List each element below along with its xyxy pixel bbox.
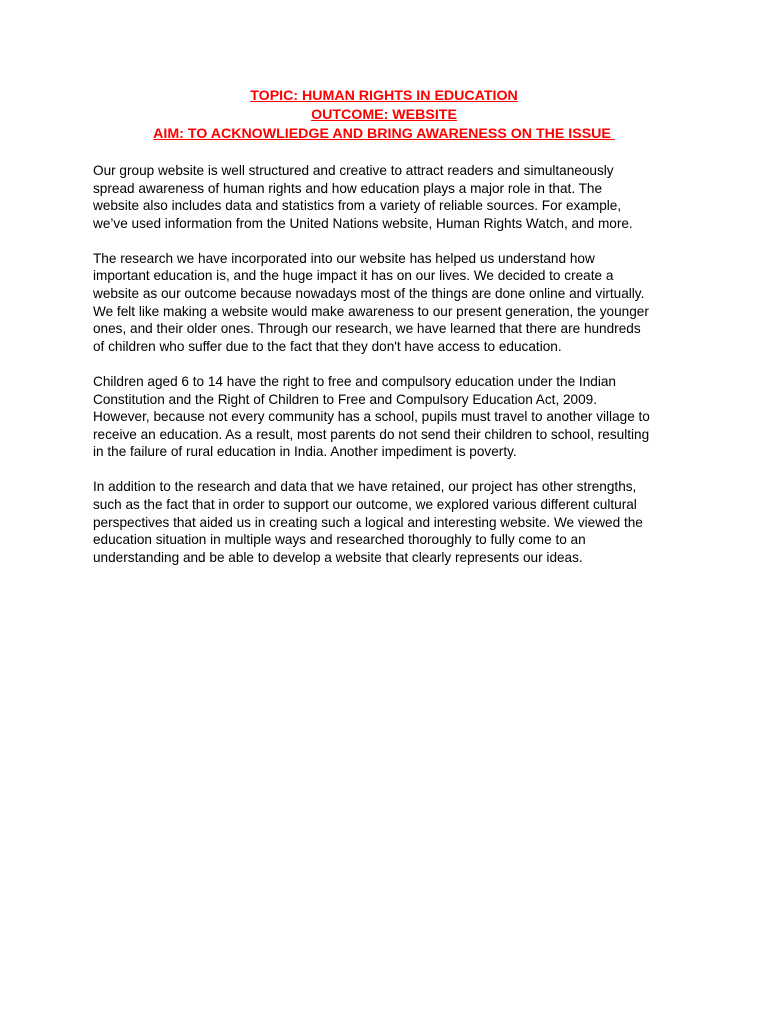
text-line: The research we have incorporated into our website has helped us understand how xyxy=(93,250,595,266)
text-line: we’ve used information from the United Nations website, Human Rights Watch, and more. xyxy=(93,215,633,231)
text-line: Constitution and the Right of Children to Free and Compulsory Education Act, 2009. xyxy=(93,391,598,407)
paragraph-1 xyxy=(93,162,693,232)
paragraph-4 xyxy=(93,478,693,566)
text-line: We felt like making a website would make awareness to our present generation, the younger xyxy=(93,303,649,319)
paragraph-3 xyxy=(93,373,693,461)
topic-heading: TOPIC: HUMAN RIGHTS IN EDUCATION xyxy=(250,88,518,104)
text-line: of children who suffer due to the fact that they don't have access to education. xyxy=(93,338,562,354)
text-line: ones, and their older ones. Through our research, we have learned that there are hundreds xyxy=(93,321,641,337)
text-line: website as our outcome because nowadays most of the things are done online and virtually. xyxy=(93,286,645,302)
text-line: understanding and be able to develop a website that clearly represents our ideas. xyxy=(93,549,583,565)
text-line: website also includes data and statistics from a variety of reliable sources. For example, xyxy=(93,198,622,214)
aim-heading: AIM: TO ACKNOWLIEDGE AND BRING AWARENESS ON THE ISSUE xyxy=(153,126,615,142)
text-line: education situation in multiple ways and researched thoroughly to fully come to an xyxy=(93,532,586,548)
text-line: receive an education. As a result, most parents do not send their children to school, resulting xyxy=(93,426,650,442)
text-line: In addition to the research and data that we have retained, our project has other strengths, xyxy=(93,479,637,495)
text-line: However, because not every community has a school, pupils must travel to another village to xyxy=(93,409,650,425)
text-line: important education is, and the huge impact it has on our lives. We decided to create a xyxy=(93,268,614,284)
text-line: spread awareness of human rights and how education plays a major role in that. The xyxy=(93,180,603,196)
text-line: perspectives that aided us in creating such a logical and interesting website. We viewed the xyxy=(93,514,643,530)
text-line: Children aged 6 to 14 have the right to free and compulsory education under the Indian xyxy=(93,373,616,389)
paragraph-2 xyxy=(93,250,693,356)
document-body xyxy=(93,162,693,584)
document-header xyxy=(0,87,768,144)
outcome-heading: OUTCOME: WEBSITE xyxy=(311,107,457,123)
text-line: in the failure of rural education in India. Another impediment is poverty. xyxy=(93,444,517,460)
text-line: Our group website is well structured and creative to attract readers and simultaneously xyxy=(93,163,614,178)
text-line: such as the fact that in order to support our outcome, we explored various different cultural xyxy=(93,497,637,512)
